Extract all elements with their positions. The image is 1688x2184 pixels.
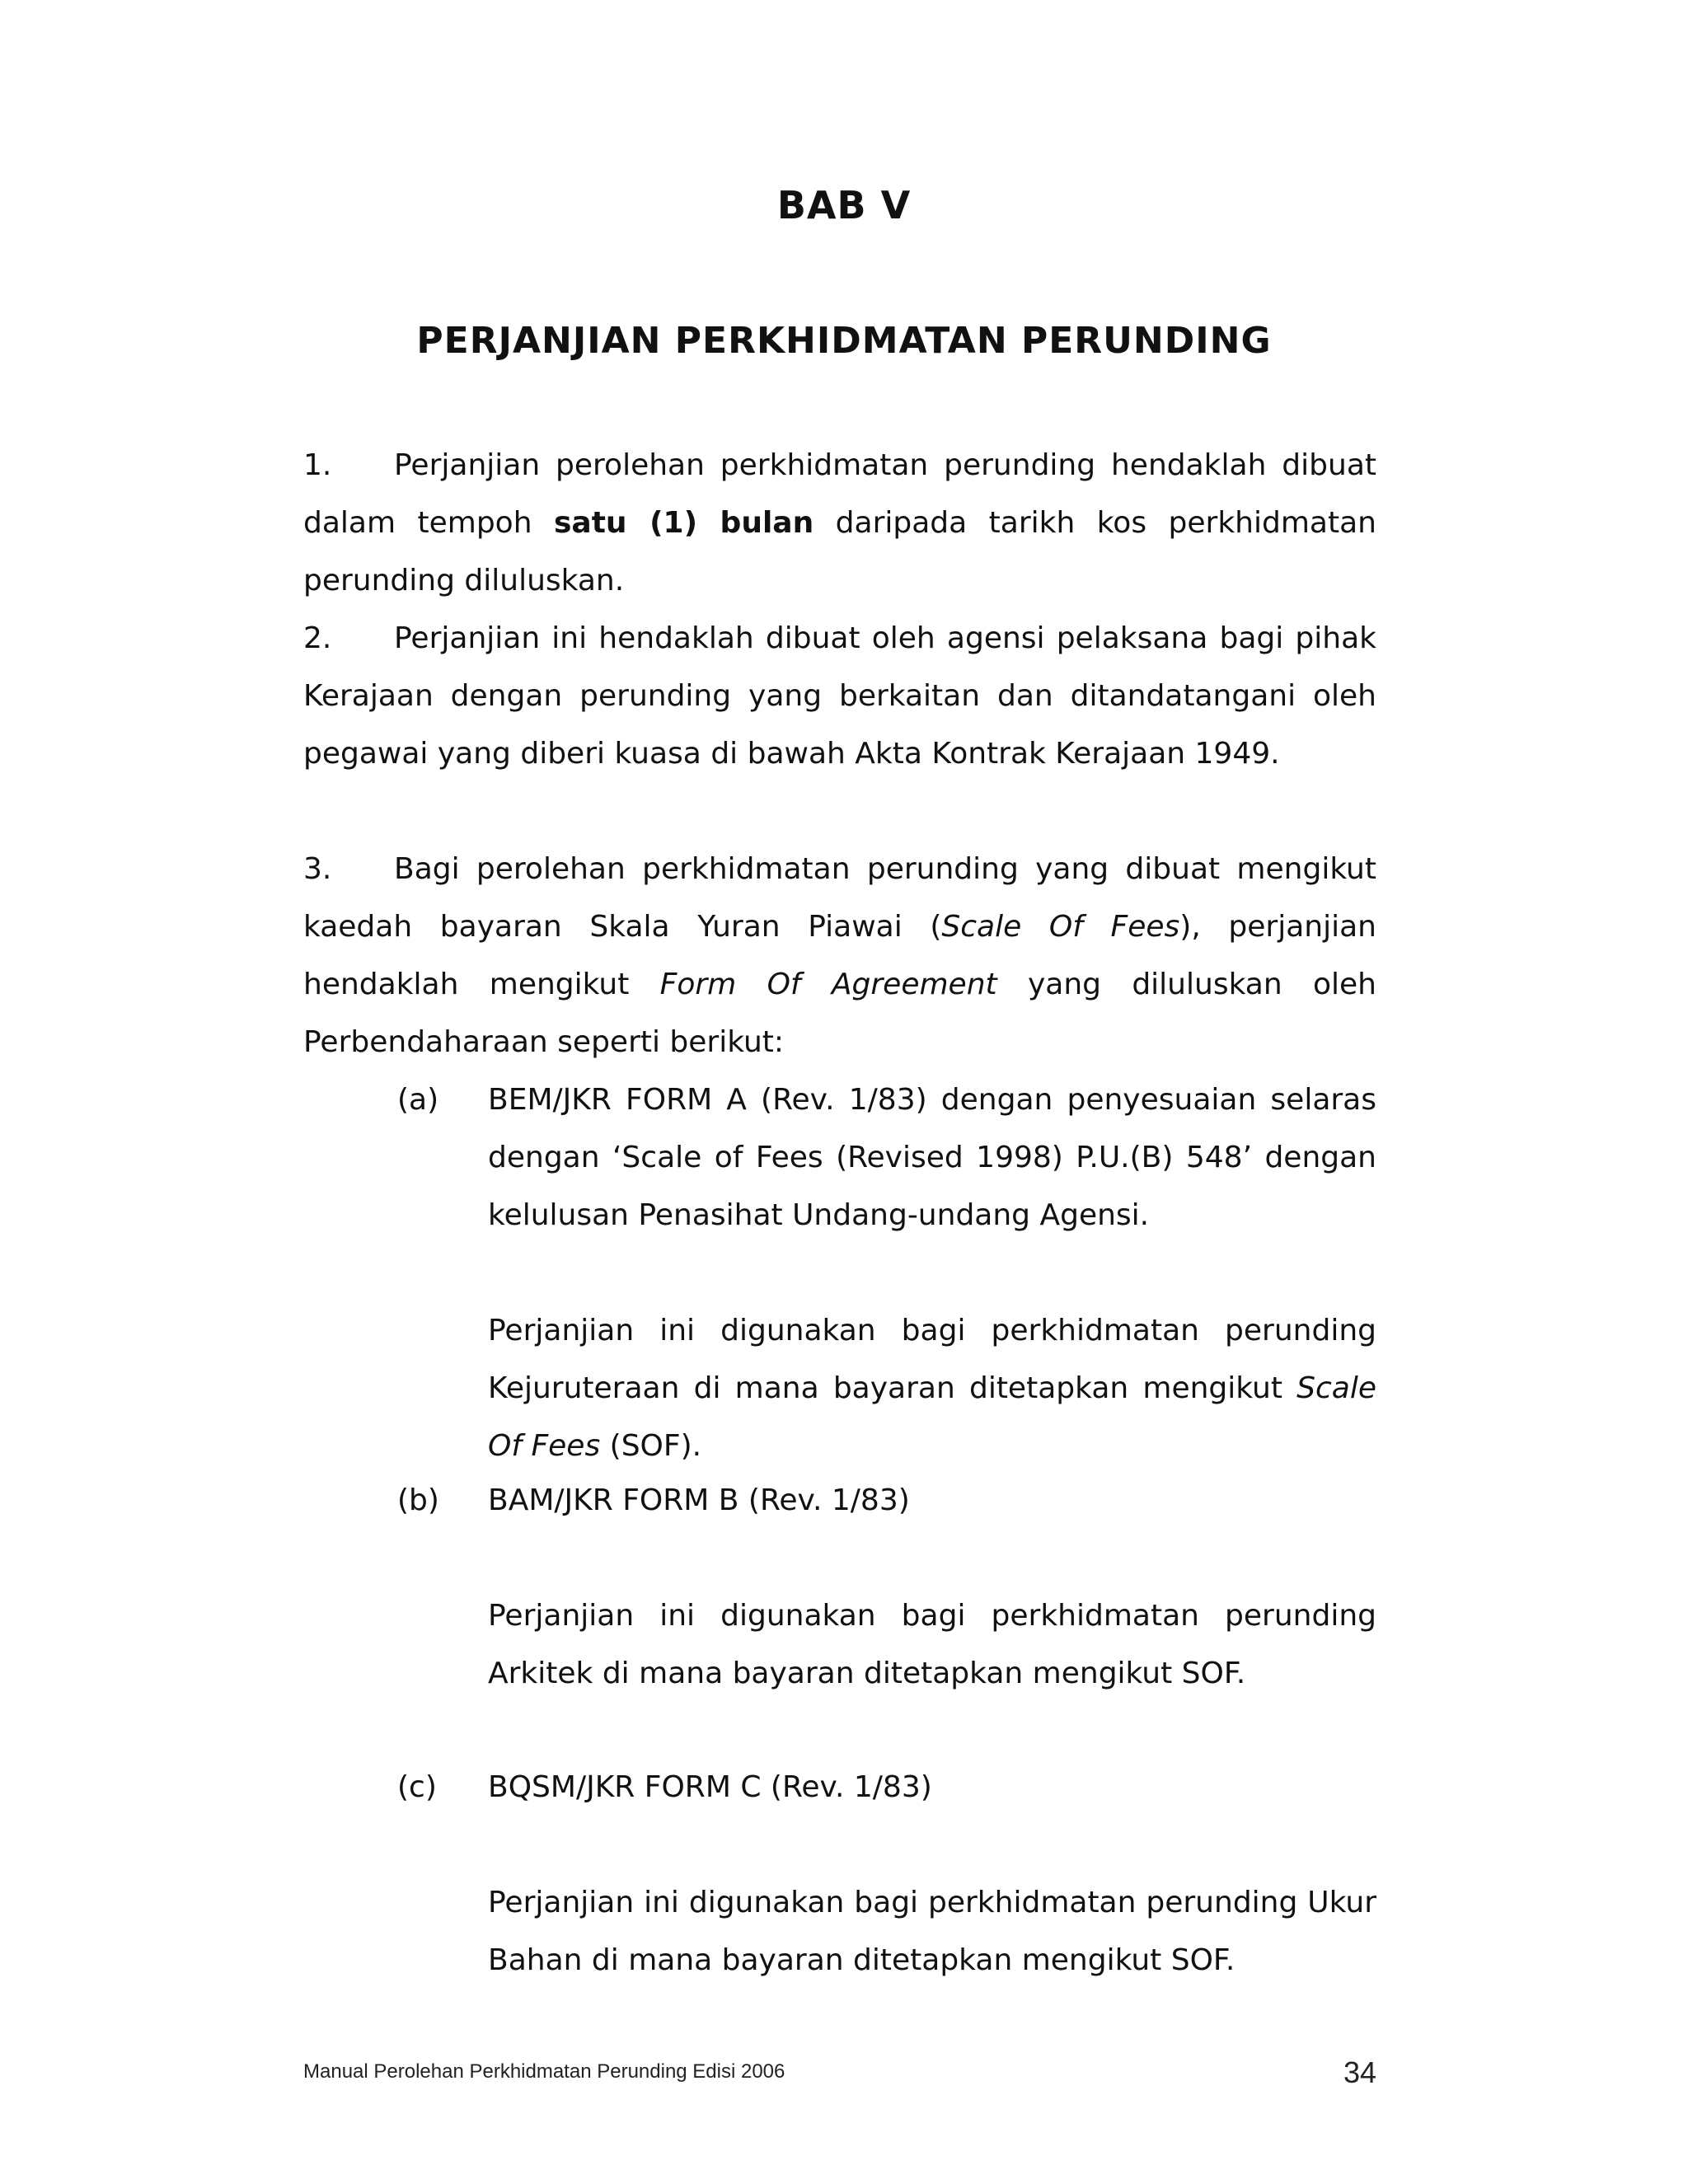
chapter-heading: BAB V <box>776 183 912 227</box>
paragraph-number: 2. <box>303 621 332 655</box>
paragraph-3 <box>303 841 1376 1071</box>
item-label: (b) <box>397 1483 439 1517</box>
italic-term: Scale Of Fees <box>488 1371 1376 1463</box>
page-number: 34 <box>1343 2055 1376 2089</box>
item-title: BEM/JKR FORM A (Rev. 1/83) dengan penyesuaian selaras dengan ‘Scale of Fees (Revised 1998) P.U.(B) 548’ dengan kelulusan Penasihat Undang-undang Agensi. <box>488 1083 1376 1232</box>
item-b-note: Perjanjian ini digunakan bagi perkhidmatan perunding Arkitek di mana bayaran ditetapkan mengikut SOF. <box>488 1599 1376 1690</box>
paragraph-text: yang diluluskan oleh Perbendaharaan seperti berikut: <box>303 968 1376 1059</box>
list-item-a <box>397 1071 1376 1244</box>
item-a-note <box>488 1302 1376 1475</box>
note-text: Perjanjian ini digunakan bagi perkhidmatan perunding Kejuruteraan di mana bayaran ditetapkan mengikut <box>488 1314 1376 1405</box>
item-c-note: Perjanjian ini digunakan bagi perkhidmatan perunding Ukur Bahan di mana bayaran ditetapkan mengikut SOF. <box>488 1886 1376 1977</box>
paragraph-2 <box>303 610 1376 783</box>
emphasis-text: satu (1) bulan <box>553 506 814 540</box>
item-label: (a) <box>397 1083 439 1117</box>
footer-manual-title: Manual Perolehan Perkhidmatan Perunding Edisi 2006 <box>303 2060 785 2083</box>
paragraph-text: Perjanjian ini hendaklah dibuat oleh agensi pelaksana bagi pihak Kerajaan dengan perunding yang berkaitan dan ditandatangani oleh pegawai yang diberi kuasa di bawah Akta Kontrak Kerajaan 1949. <box>303 621 1376 771</box>
paragraph-number: 3. <box>303 852 332 886</box>
item-label: (c) <box>397 1770 437 1804</box>
paragraph-number: 1. <box>303 448 332 482</box>
italic-term: Form Of Agreement <box>659 968 997 1001</box>
list-item-c <box>397 1759 1376 1816</box>
note-text: (SOF). <box>600 1429 702 1463</box>
italic-term: Scale Of Fees <box>941 910 1180 944</box>
paragraph-1 <box>303 437 1376 610</box>
list-item-b <box>397 1472 1376 1530</box>
paragraph-text: ), perjanjian hendaklah mengikut <box>303 910 1376 1001</box>
paragraph-text: Bagi perolehan perkhidmatan perunding yang dibuat mengikut kaedah bayaran Skala Yuran Piawai ( <box>303 852 1376 944</box>
chapter-title: PERJANJIAN PERKHIDMATAN PERUNDING <box>416 320 1272 362</box>
item-title: BAM/JKR FORM B (Rev. 1/83) <box>488 1483 910 1517</box>
paragraph-text: Perjanjian perolehan perkhidmatan perunding hendaklah dibuat dalam tempoh <box>303 448 1376 540</box>
item-title: BQSM/JKR FORM C (Rev. 1/83) <box>488 1770 932 1804</box>
paragraph-text: daripada tarikh kos perkhidmatan perunding diluluskan. <box>303 506 1376 598</box>
